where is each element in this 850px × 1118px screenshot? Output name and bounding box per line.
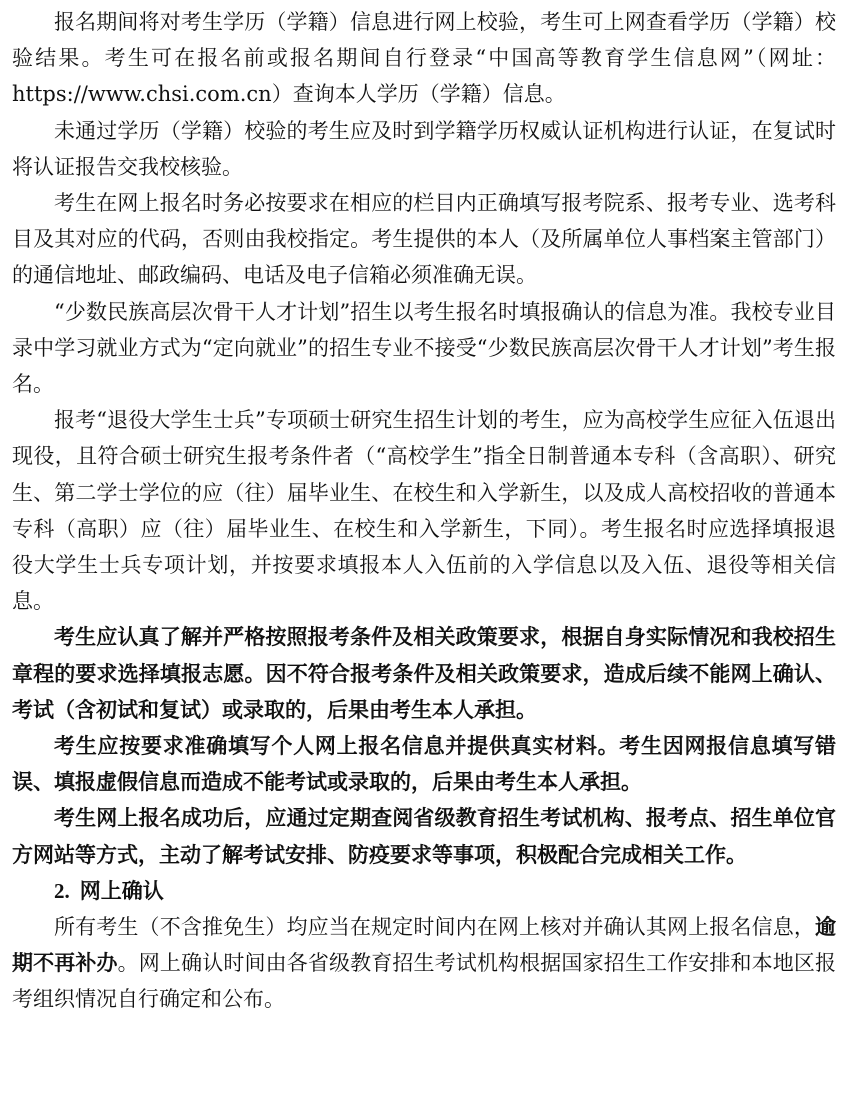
paragraph-education-verification: 报名期间将对考生学历（学籍）信息进行网上校验，考生可上网查看学历（学籍）校验结果。考生可在报名前或报名期间自行登录“中国高等教育学生信息网”（网址：https://www.chsi.com.cn）查询本人学历（学籍）信息。 (12, 10, 836, 107)
section-number: 2. (54, 878, 70, 903)
paragraph-after-registration: 考生网上报名成功后，应通过定期查阅省级教育招生考试机构、报考点、招生单位官方网站等方式，主动了解考试安排、防疫要求等事项，积极配合完成相关工作。 (12, 805, 836, 867)
confirmation-text-start: 所有考生（不含推免生）均应当在规定时间内在网上核对并确认其网上报名信息， (54, 915, 815, 940)
paragraph-veteran-plan: 报考“退役大学生士兵”专项硕士研究生招生计划的考生，应为高校学生应征入伍退出现役，且符合硕士研究生报考条件者（“高校学生”指全日制普通本专科（含高职）、研究生、第二学士学位的应（往）届毕业生、在校生和入学新生，以及成人高校招收的普通本专科（高职）应（往）届毕业生、在校生和入学新生，下同）。考生报名时应选择填报退役大学生士兵专项计划，并按要求填报本人入伍前的入学信息以及入伍、退役等相关信息。 (12, 408, 836, 614)
no-late-submission-notice: 逾期不再补办 (12, 914, 836, 976)
section-title: 网上确认 (79, 877, 164, 903)
confirmation-text-end: 。网上确认时间由各省级教育招生考试机构根据国家招生工作安排和本地区报考组织情况自行确定和公布。 (12, 951, 837, 1012)
paragraph-minority-plan: “少数民族高层次骨干人才计划”招生以考生报名时填报确认的信息为准。我校专业目录中学习就业方式为“定向就业”的招生专业不接受“少数民族高层次骨干人才计划”考生报名。 (12, 299, 836, 397)
paragraph-registration-fields: 考生在网上报名时务必按要求在相应的栏目内正确填写报考院系、报考专业、选考科目及其对应的代码，否则由我校指定。考生提供的本人（及所属单位人事档案主管部门）的通信地址、邮政编码、电话及电子信箱必须准确无误。 (12, 191, 836, 288)
paragraph-accurate-information: 考生应按要求准确填写个人网上报名信息并提供真实材料。考生因网报信息填写错误、填报虚假信息而造成不能考试或录取的，后果由考生本人承担。 (12, 733, 836, 795)
document-page (12, 4, 836, 1018)
paragraph-online-confirmation (12, 909, 836, 1018)
paragraph-failed-verification: 未通过学历（学籍）校验的考生应及时到学籍学历权威认证机构进行认证，在复试时将认证报告交我校核验。 (12, 118, 836, 179)
section-heading-online-confirmation (12, 873, 836, 909)
paragraph-policy-requirements: 考生应认真了解并严格按照报考条件及相关政策要求，根据自身实际情况和我校招生章程的要求选择填报志愿。因不符合报考条件及相关政策要求，造成后续不能网上确认、考试（含初试和复试）或录取的，后果由考生本人承担。 (12, 624, 836, 722)
